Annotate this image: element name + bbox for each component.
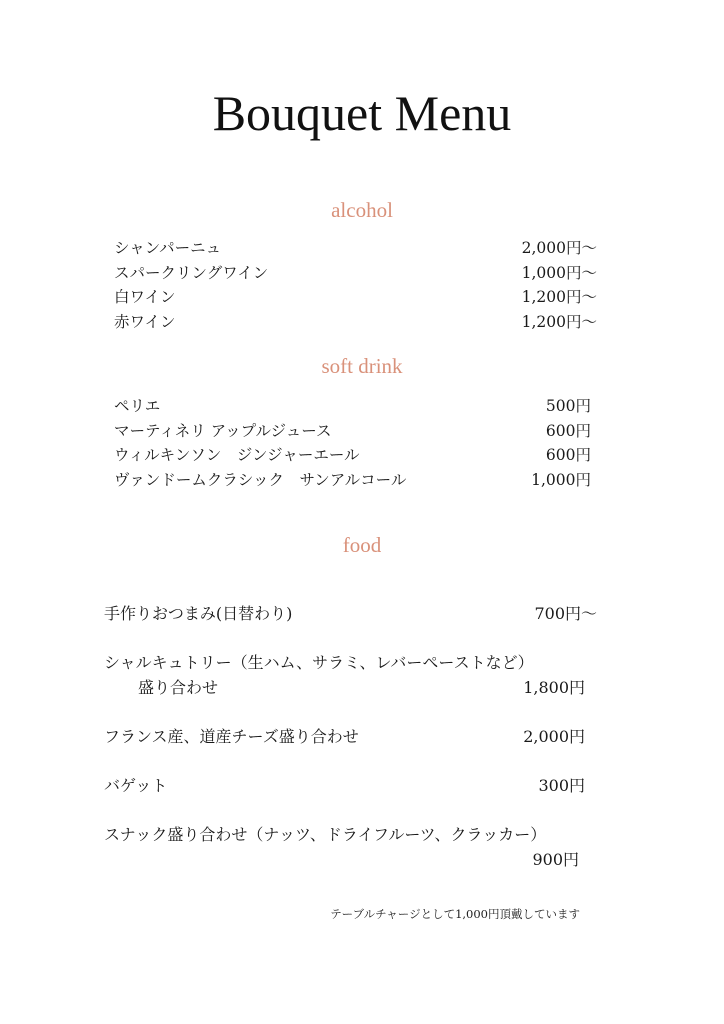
alcohol-item-price: 1,000円〜 bbox=[521, 264, 597, 282]
food-item-price: 2,000円 bbox=[523, 727, 585, 746]
food-item-name: バゲット bbox=[104, 776, 168, 795]
soft-drink-item-name: マーティネリ アップルジュース bbox=[114, 422, 332, 440]
alcohol-item-name: スパークリングワイン bbox=[114, 264, 269, 282]
food-item-price: 300円 bbox=[538, 776, 585, 795]
soft-drink-item-price: 600円 bbox=[545, 422, 591, 440]
alcohol-item-name: 赤ワイン bbox=[114, 313, 176, 331]
soft-drink-item-name: ウィルキンソン ジンジャーエール bbox=[114, 446, 360, 464]
soft-drink-item-price: 1,000円 bbox=[531, 471, 591, 489]
food-item-price: 1,800円 bbox=[523, 678, 585, 697]
food-item-subname: 盛り合わせ bbox=[138, 678, 219, 697]
soft-drink-item-name: ペリエ bbox=[114, 397, 161, 415]
table-charge-note: テーブルチャージとして1,000円頂戴しています bbox=[330, 907, 580, 921]
section-heading-alcohol: alcohol bbox=[331, 198, 393, 222]
soft-drink-item-name: ヴァンドームクラシック サンアルコール bbox=[114, 471, 407, 489]
food-item-name: シャルキュトリー（生ハム、サラミ、レバーペーストなど） bbox=[104, 653, 534, 672]
food-item-name: フランス産、道産チーズ盛り合わせ bbox=[104, 727, 359, 746]
food-item-price: 900円 bbox=[532, 850, 579, 869]
alcohol-item-name: 白ワイン bbox=[114, 288, 176, 306]
soft-drink-item-price: 600円 bbox=[545, 446, 591, 464]
food-item-name: 手作りおつまみ(日替わり) bbox=[104, 604, 293, 623]
alcohol-item-price: 1,200円〜 bbox=[521, 288, 597, 306]
soft-drink-item-price: 500円 bbox=[545, 397, 591, 415]
alcohol-item-price: 1,200円〜 bbox=[521, 313, 597, 331]
alcohol-item-name: シャンパーニュ bbox=[114, 239, 222, 257]
food-item-name: スナック盛り合わせ（ナッツ、ドライフルーツ、クラッカー） bbox=[104, 825, 547, 844]
section-heading-soft-drink: soft drink bbox=[321, 354, 403, 378]
section-heading-food: food bbox=[342, 533, 382, 557]
menu-title: Bouquet Menu bbox=[212, 85, 512, 141]
alcohol-item-price: 2,000円〜 bbox=[521, 239, 597, 257]
food-item-price: 700円〜 bbox=[534, 604, 597, 623]
